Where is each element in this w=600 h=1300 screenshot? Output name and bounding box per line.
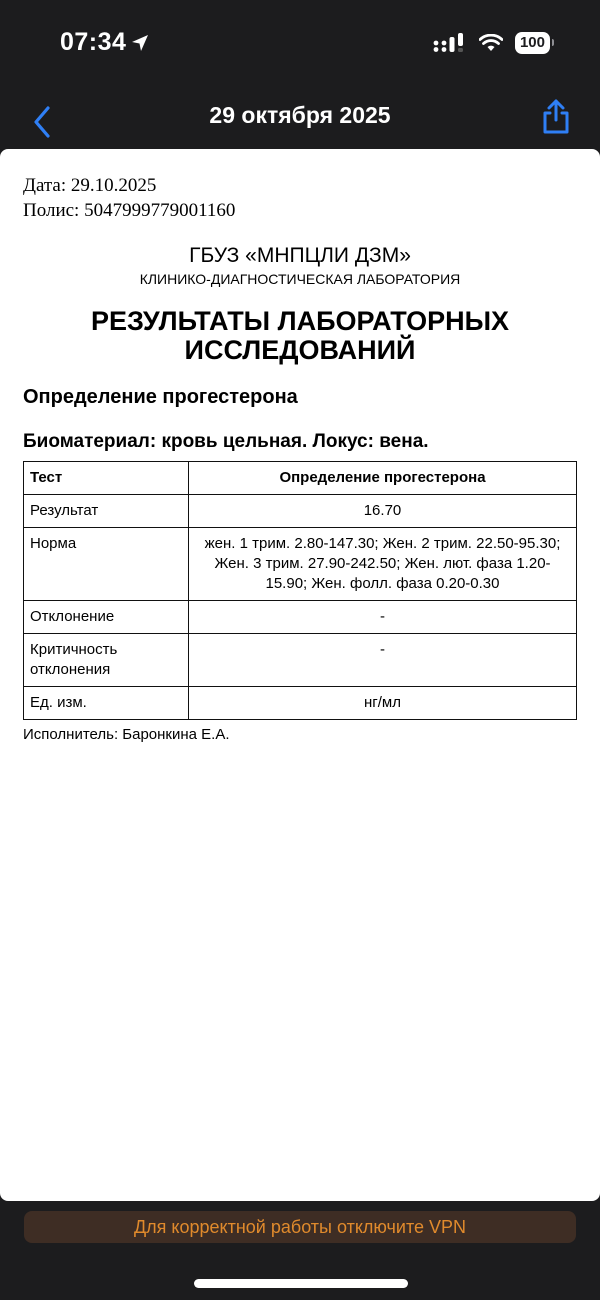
performer: Исполнитель: Баронкина Е.А. (23, 726, 230, 743)
row-label-result: Результат (24, 495, 189, 528)
table-header-value: Определение прогестерона (189, 462, 577, 495)
row-value-norm: жен. 1 трим. 2.80-147.30; Жен. 2 трим. 22.50-95.30; Жен. 3 трим. 27.90-242.50; Жен. лют. фаза 1.20-15.90; Жен. фолл. фаза 0.20-0.30 (189, 528, 577, 601)
row-label-criticality: Критичность отклонения (24, 634, 189, 687)
organization-name: ГБУЗ «МНПЦЛИ ДЗМ» (189, 244, 411, 267)
biomaterial-info: Биоматериал: кровь цельная. Локус: вена. (23, 431, 429, 452)
home-indicator[interactable] (194, 1279, 408, 1288)
title-line-2: ИССЛЕДОВАНИЙ (184, 335, 416, 365)
navigation-bar (0, 90, 600, 145)
date-line: Дата: 29.10.2025 (23, 175, 157, 196)
laboratory-name: КЛИНИКО-ДИАГНОСТИЧЕСКАЯ ЛАБОРАТОРИЯ (139, 271, 461, 287)
battery-icon: 100 (515, 32, 550, 54)
row-value-unit: нг/мл (189, 687, 577, 720)
status-bar (0, 0, 600, 90)
table-header-key: Тест (24, 462, 189, 495)
document-meta (23, 173, 235, 223)
row-value-result: 16.70 (189, 495, 577, 528)
clock: 07:34 (60, 28, 127, 56)
row-label-norm: Норма (24, 528, 189, 601)
document-viewer[interactable] (0, 149, 600, 1201)
table-row (24, 528, 577, 601)
row-label-unit: Ед. изм. (24, 687, 189, 720)
status-time (60, 28, 150, 57)
vpn-warning-banner: Для корректной работы отключите VPN (24, 1211, 576, 1243)
row-value-deviation: - (189, 601, 577, 634)
share-icon (538, 96, 574, 136)
page-title: 29 октября 2025 (209, 102, 391, 128)
table-row (24, 687, 577, 720)
results-table (23, 461, 577, 720)
policy-line: Полис: 5047999779001160 (23, 200, 236, 221)
share-button[interactable] (538, 96, 574, 136)
table-row (24, 495, 577, 528)
table-header-row (24, 462, 577, 495)
wifi-icon (479, 34, 503, 52)
status-icons (433, 32, 550, 54)
row-value-criticality: - (189, 634, 577, 687)
table-row (24, 634, 577, 687)
cellular-signal-icon (433, 33, 467, 53)
location-arrow-icon (130, 33, 150, 53)
row-label-deviation: Отклонение (24, 601, 189, 634)
section-title: Определение прогестерона (23, 386, 298, 408)
table-row (24, 601, 577, 634)
document-title (0, 307, 600, 365)
title-line-1: РЕЗУЛЬТАТЫ ЛАБОРАТОРНЫХ (90, 306, 510, 336)
